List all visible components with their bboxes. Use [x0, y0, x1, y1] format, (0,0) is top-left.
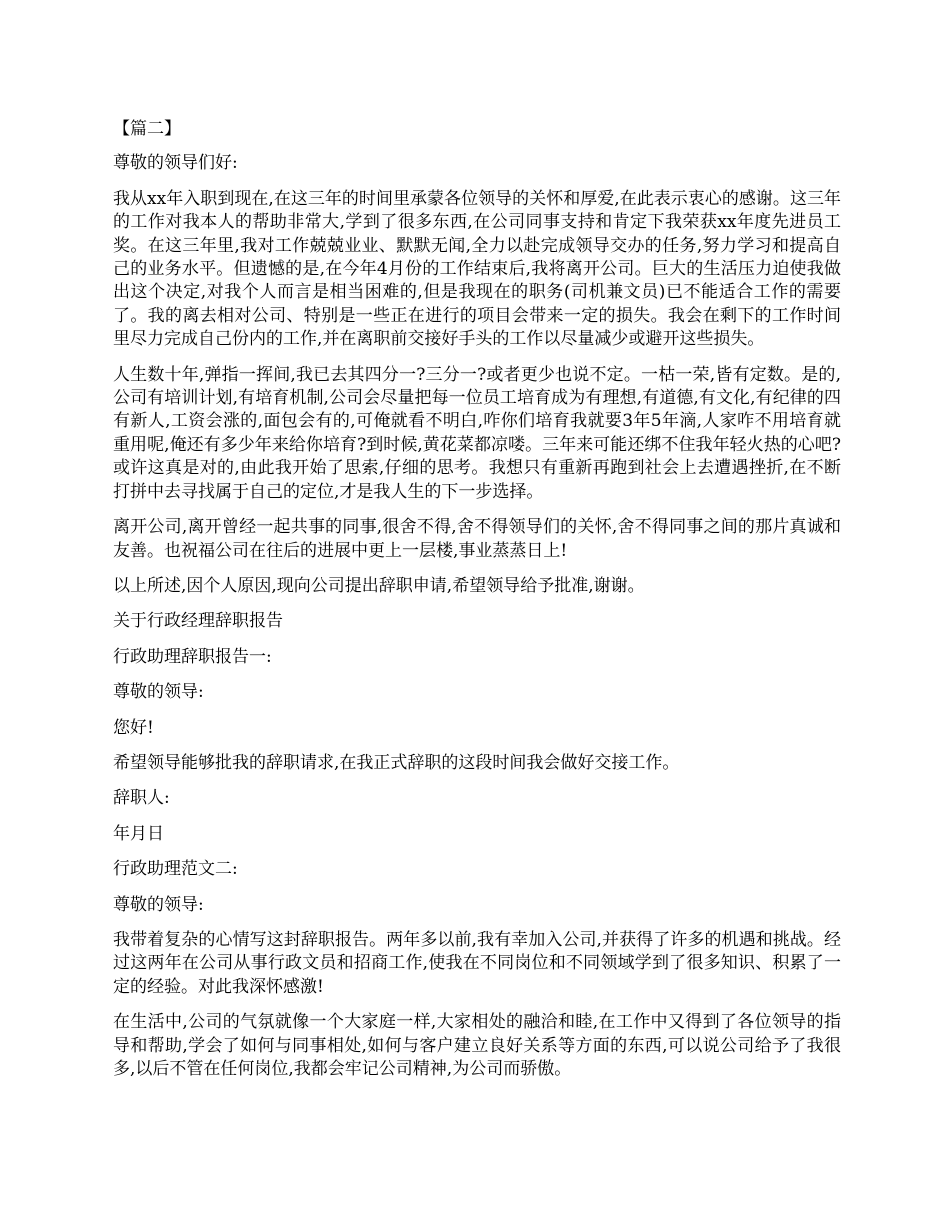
subsection-title: 行政助理辞职报告一:	[113, 646, 272, 667]
section-title: 关于行政经理辞职报告	[113, 611, 283, 632]
salutation: 尊敬的领导们好:	[113, 153, 238, 174]
body-paragraph: 以上所述,因个人原因,现向公司提出辞职申请,希望领导给予批准,谢谢。	[113, 575, 645, 596]
section-tag: 【篇二】	[113, 119, 181, 139]
body-paragraph: 离开公司,离开曾经一起共事的同事,很舍不得,舍不得领导们的关怀,舍不得同事之间的那片真诚和友善。也祝福公司在往后的进展中更上一层楼,事业蒸蒸日上!	[113, 517, 841, 561]
body-paragraph: 我带着复杂的心情写这封辞职报告。两年多以前,我有幸加入公司,并获得了许多的机遇和挑战。经过这两年在公司从事行政文员和招商工作,使我在不同岗位和不同领域学到了很多知识、积累了一定的经验。对此我深怀感激!	[113, 929, 841, 997]
greeting: 您好!	[113, 717, 154, 738]
document-page	[113, 118, 841, 1093]
salutation: 尊敬的领导:	[113, 682, 204, 703]
body-paragraph: 在生活中,公司的气氛就像一个大家庭一样,大家相处的融洽和睦,在工作中又得到了各位领导的指导和帮助,学会了如何与同事相处,如何与客户建立良好关系等方面的东西,可以说公司给予了我很多,以后不管在任何岗位,我都会牢记公司精神,为公司而骄傲。	[113, 1012, 841, 1079]
signature-label: 辞职人:	[113, 788, 170, 809]
body-paragraph: 人生数十年,弹指一挥间,我已去其四分一?三分一?或者更少也说不定。一枯一荣,皆有定数。是的,公司有培训计划,有培育机制,公司会尽量把每一位员工培育成为有理想,有道德,有文化,有纪律的四有新人,工资会涨的,面包会有的,可俺就看不明白,咋你们培育我就要3年5年滴,人家咋不用培育就重用呢,俺还有多少年来给你培育?到时候,黄花菜都凉喽。三年来可能还绑不住我年轻火热的心吧?或许这真是对的,由此我开始了思索,仔细的思考。我想只有重新再跑到社会上去遭遇挫折,在不断打拼中去寻找属于自己的定位,才是我人生的下一步选择。	[113, 364, 841, 502]
date-label: 年月日	[113, 823, 164, 844]
body-paragraph: 我从xx年入职到现在,在这三年的时间里承蒙各位领导的关怀和厚爱,在此表示衷心的感谢。这三年的工作对我本人的帮助非常大,学到了很多东西,在公司同事支持和肯定下我荣获xx年度先进员工奖。在这三年里,我对工作兢兢业业、默默无闻,全力以赴完成领导交办的任务,努力学习和提高自己的业务水平。但遗憾的是,在今年4月份的工作结束后,我将离开公司。巨大的生活压力迫使我做出这个决定,对我个人而言是相当困难的,但是我现在的职务(司机兼文员)已不能适合工作的需要了。我的离去相对公司、特别是一些正在进行的项目会带来一定的损失。我会在剩下的工作时间里尽力完成自己份内的工作,并在离职前交接好手头的工作以尽量减少或避开这些损失。	[113, 188, 841, 350]
subsection-title: 行政助理范文二:	[113, 859, 238, 880]
salutation: 尊敬的领导:	[113, 894, 204, 915]
body-paragraph: 希望领导能够批我的辞职请求,在我正式辞职的这段时间我会做好交接工作。	[113, 752, 680, 773]
